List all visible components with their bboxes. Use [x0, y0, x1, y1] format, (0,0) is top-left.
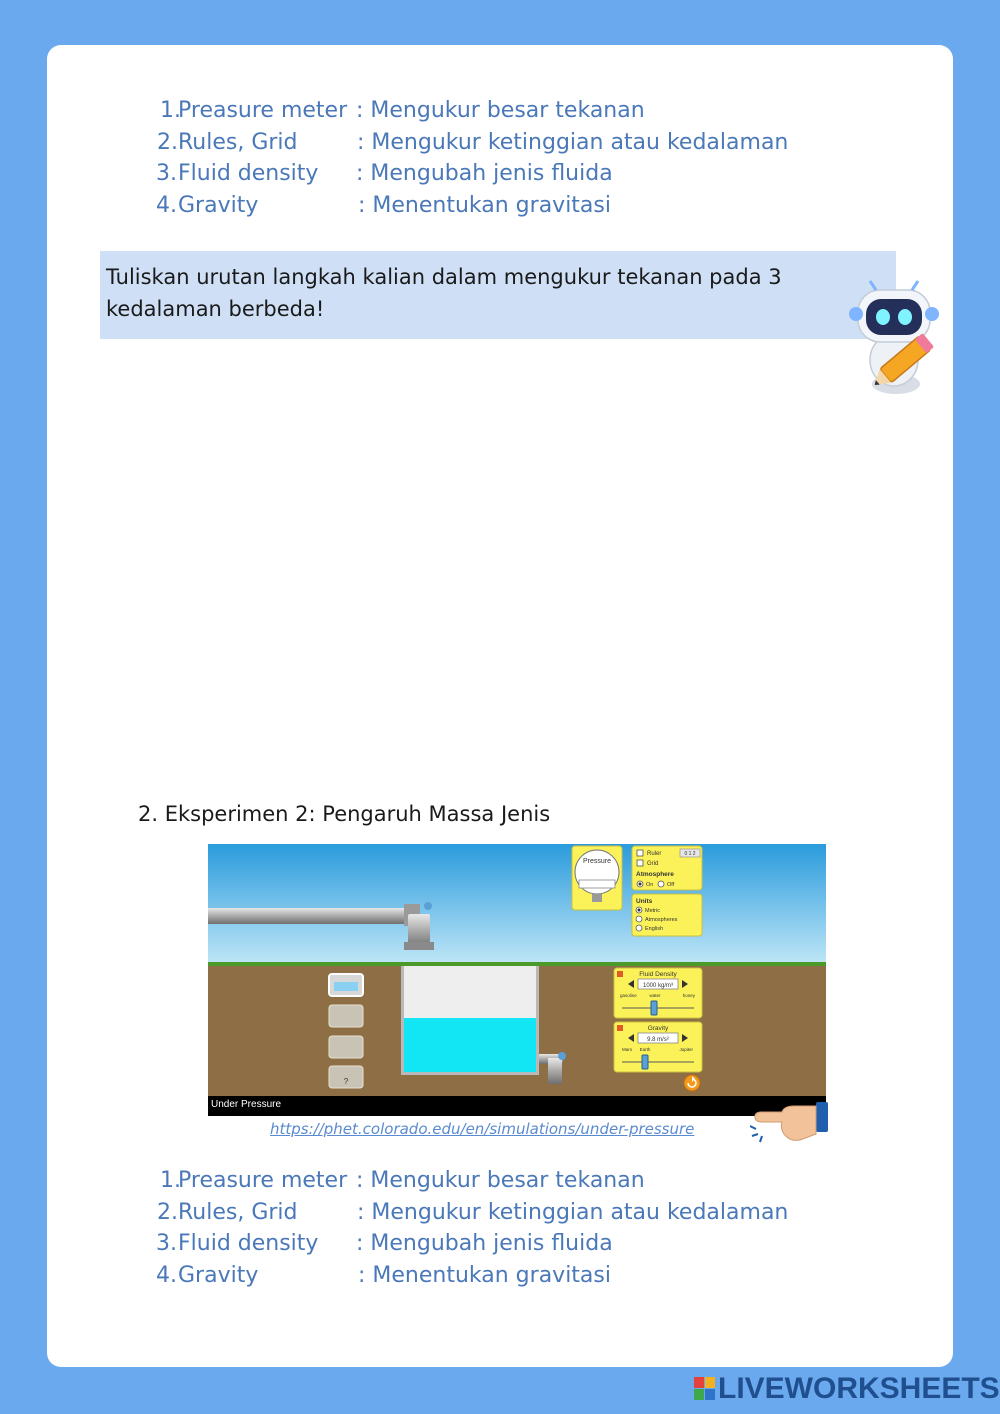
simulation-name: Under Pressure	[211, 1099, 282, 1110]
tool-name: Gravity	[178, 1263, 259, 1288]
ruler-checkbox[interactable]	[637, 850, 643, 856]
tool-description: : Mengubah jenis fluida	[356, 1231, 613, 1256]
tool-description: : Mengukur ketinggian atau kedalaman	[357, 1200, 789, 1225]
scene-button-mystery-label: ?	[343, 1077, 349, 1086]
tool-number: 2.	[157, 1200, 178, 1225]
gravity-max-label: Jupiter	[679, 1047, 693, 1052]
atmosphere-off-label: Off	[667, 882, 675, 888]
gravity-min-label: Mars	[622, 1047, 632, 1052]
tool-name: Rules, Grid	[178, 130, 298, 155]
under-pressure-sim[interactable]	[208, 844, 826, 1116]
ruler-scale-label: 0 1 2	[684, 851, 696, 857]
liveworksheets-mark-icon	[694, 1377, 716, 1401]
options-panel[interactable]	[632, 846, 702, 890]
tool-description: : Mengukur besar tekanan	[356, 1168, 645, 1193]
grid-checkbox[interactable]	[637, 860, 643, 866]
robot-pencil-icon	[846, 280, 946, 398]
gravity-slider[interactable]	[642, 1055, 648, 1069]
fluid-density-slider[interactable]	[651, 1001, 657, 1015]
pool-water	[403, 1018, 537, 1072]
section-title: 2. Eksperimen 2: Pengaruh Massa Jenis	[138, 802, 551, 826]
tool-number: 1.	[160, 98, 181, 123]
ruler-label: Ruler	[647, 851, 662, 857]
tool-description: : Mengukur ketinggian atau kedalaman	[357, 130, 789, 155]
tool-number: 1.	[160, 1168, 181, 1193]
fluid-density-panel[interactable]	[614, 968, 702, 1018]
unit-metric-label: Metric	[645, 908, 660, 914]
tool-name: Fluid density	[178, 161, 319, 186]
atmosphere-label: Atmosphere	[636, 871, 674, 878]
simulation-link[interactable]: https://phet.colorado.edu/en/simulations/under-pressure	[270, 1120, 695, 1138]
grid-label: Grid	[647, 861, 659, 867]
tool-name: Rules, Grid	[178, 1200, 298, 1225]
tool-description: : Menentukan gravitasi	[358, 193, 611, 218]
tool-description: : Mengubah jenis fluida	[356, 161, 613, 186]
fluid-max-label: honey	[682, 993, 695, 998]
tool-name: Gravity	[178, 193, 259, 218]
sky	[208, 844, 826, 964]
tool-number: 2.	[157, 130, 178, 155]
tool-number: 3.	[156, 161, 177, 186]
pointing-hand-icon	[750, 1096, 830, 1156]
tool-number: 3.	[156, 1231, 177, 1256]
simulation-screenshot[interactable]	[208, 844, 826, 1116]
tool-description: : Mengukur besar tekanan	[356, 98, 645, 123]
atmosphere-on-label: On	[646, 882, 654, 888]
tool-number: 4.	[156, 1263, 177, 1288]
status-bar	[208, 1096, 826, 1116]
gravity-value: 9.8 m/s²	[647, 1037, 669, 1043]
pool-air	[403, 966, 537, 1018]
tool-name: Preasure meter	[178, 98, 348, 123]
fluid-density-value: 1000 kg/m³	[642, 983, 674, 989]
pressure-gauge[interactable]	[572, 846, 622, 910]
gravity-label: Gravity	[647, 1025, 669, 1032]
reset-icon[interactable]	[684, 1075, 700, 1091]
unit-atmospheres-label: Atmospheres	[645, 917, 678, 923]
tool-name: Fluid density	[178, 1231, 319, 1256]
unit-english-label: English	[645, 926, 664, 932]
gravity-mid-label: Earth	[639, 1047, 651, 1052]
task-prompt-box	[100, 251, 896, 339]
gauge-label: Pressure	[582, 858, 612, 865]
tool-description: : Menentukan gravitasi	[358, 1263, 611, 1288]
tool-number: 4.	[156, 193, 177, 218]
fluid-min-label: gasoline	[620, 993, 637, 998]
units-panel[interactable]	[632, 894, 702, 936]
fluid-mid-label: water	[649, 993, 661, 998]
fluid-density-label: Fluid Density	[639, 971, 677, 978]
liveworksheets-wordmark: LIVEWORKSHEETS	[718, 1372, 1000, 1405]
tool-name: Preasure meter	[178, 1168, 348, 1193]
gravity-panel[interactable]	[614, 1022, 702, 1072]
liveworksheets-logo[interactable]	[694, 1372, 1000, 1406]
units-label: Units	[636, 898, 653, 905]
task-prompt-text: Tuliskan urutan langkah kalian dalam mengukur tekanan pada 3 kedalaman berbeda!	[106, 265, 782, 321]
